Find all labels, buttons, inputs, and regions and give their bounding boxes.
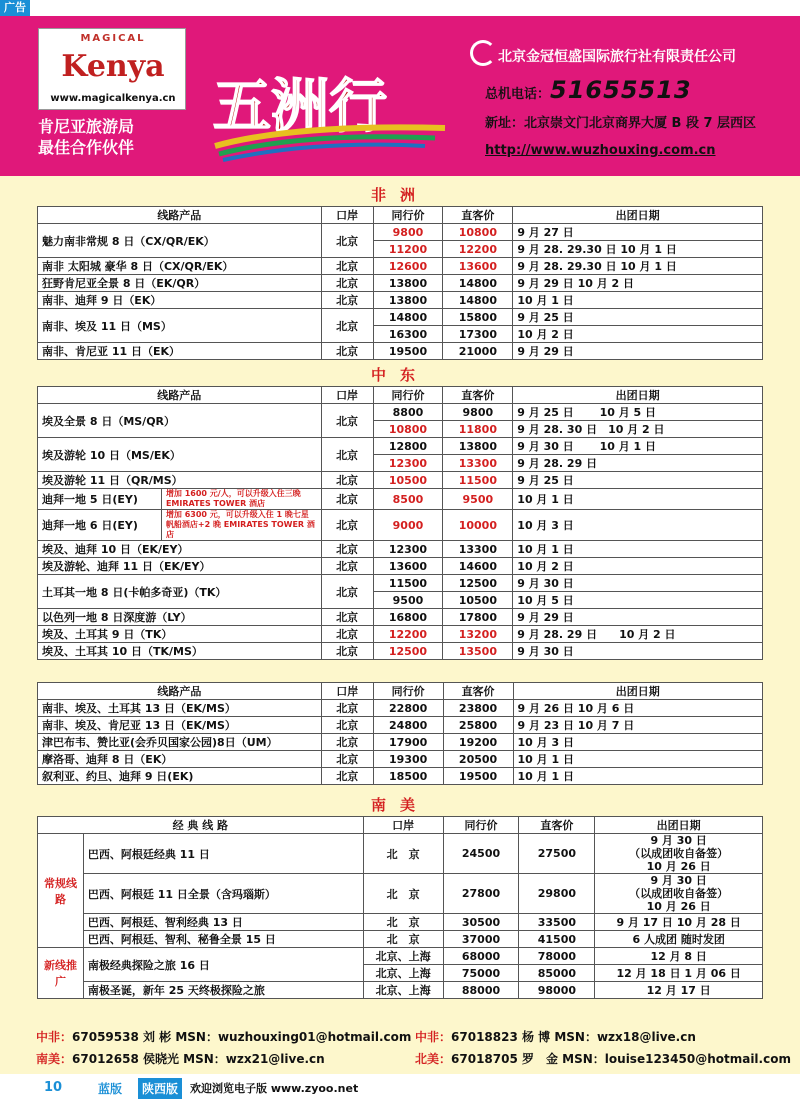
section-title-mideast: 中东 (370, 366, 429, 384)
route-port: 北京 (321, 717, 373, 734)
table-row (38, 292, 763, 309)
phone-number: 51655513 (550, 76, 692, 104)
samerica-table (37, 816, 763, 999)
table-row (38, 343, 763, 360)
table-row (38, 931, 763, 948)
direct-price: 20500 (443, 751, 513, 768)
address: 新址：北京崇文门北京商界大厦 B 段 7 层西区 (485, 116, 757, 131)
route-name: 魅力南非常规 8 日（CX/QR/EK） (38, 224, 322, 258)
contact-r2: 北美：67018705 罗 金 MSN：louise123450@hotmail.com (415, 1052, 791, 1066)
depart-date: 9 月 28. 29.30 日 10 月 1 日 (513, 258, 763, 275)
route-name: 埃及、土耳其 10 日（TK/MS） (38, 643, 322, 660)
col-peer: 同行价 (373, 207, 443, 224)
depart-date: 9 月 25 日 (513, 472, 763, 489)
depart-date: 10 月 1 日 (513, 751, 762, 768)
route-name: 埃及游轮 10 日（MS/EK） (38, 438, 322, 472)
route-port: 北京 (321, 309, 373, 343)
col-route: 线路产品 (38, 207, 322, 224)
route-port: 北京 (321, 343, 373, 360)
direct-price: 17800 (443, 609, 513, 626)
kenya-word: Kenya (61, 49, 165, 84)
peer-price: 9000 (373, 510, 443, 541)
section-title-samerica: 南美 (370, 796, 429, 814)
route-port: 北京 (321, 700, 373, 717)
contact-r1: 中非：67018823 杨 博 MSN：wzx18@live.cn (415, 1030, 696, 1044)
route-port: 北京 (321, 626, 373, 643)
peer-price: 13800 (373, 275, 443, 292)
contact-l2: 南美：67012658 侯晓光 MSN：wzx21@live.cn (36, 1052, 325, 1066)
group-new: 新线推广 (38, 948, 84, 999)
route-name: 土耳其一地 8 日(卡帕多奇亚)（TK） (38, 575, 322, 609)
col-direct: 直客价 (443, 387, 513, 404)
route-port: 北京、上海 (363, 965, 443, 982)
route-port: 北京 (321, 768, 373, 785)
header-banner (0, 16, 800, 176)
depart-date: 9 月 23 日 10 月 7 日 (513, 717, 762, 734)
peer-price: 17900 (373, 734, 443, 751)
direct-price: 12200 (443, 241, 513, 258)
peer-price: 9800 (373, 224, 443, 241)
table-row (38, 700, 763, 717)
company-block (470, 36, 790, 76)
col-direct: 直客价 (519, 817, 595, 834)
blue-edition: 蓝版 (98, 1082, 123, 1096)
route-name: 埃及全景 8 日（MS/QR） (38, 404, 322, 438)
route-name: 南非、肯尼亚 11 日（EK） (38, 343, 322, 360)
peer-price: 30500 (443, 914, 519, 931)
col-peer: 同行价 (443, 817, 519, 834)
kenya-partner-text (38, 116, 134, 158)
depart-date: 9 月 17 日 10 月 28 日 (595, 914, 763, 931)
col-peer: 同行价 (373, 387, 443, 404)
table-row (38, 948, 763, 965)
direct-price: 15800 (443, 309, 513, 326)
direct-price: 23800 (443, 700, 513, 717)
depart-date: 10 月 3 日 (513, 510, 763, 541)
direct-price: 14800 (443, 275, 513, 292)
col-route: 线路产品 (38, 387, 322, 404)
peer-price: 12300 (373, 541, 443, 558)
depart-date: 10 月 2 日 (513, 558, 763, 575)
direct-price: 10000 (443, 510, 513, 541)
peer-price: 12300 (373, 455, 443, 472)
peer-price: 37000 (443, 931, 519, 948)
welcome-text[interactable]: 欢迎浏览电子版 www.zyoo.net (190, 1082, 359, 1095)
peer-price: 75000 (443, 965, 519, 982)
kenya-sub-line-2: 最佳合作伙伴 (38, 138, 135, 157)
peer-price: 14800 (373, 309, 443, 326)
route-port: 北京、上海 (363, 982, 443, 999)
footer-contacts (0, 1016, 800, 1074)
direct-price: 33500 (519, 914, 595, 931)
peer-price: 10500 (373, 472, 443, 489)
table-row (38, 575, 763, 592)
route-port: 北京 (321, 275, 373, 292)
route-note: 增加 6300 元，可以升级入住 1 晚七星帆船酒店+2 晚 EMIRATES TOWER 酒店 (161, 510, 321, 541)
table-row (38, 558, 763, 575)
route-port: 北京 (321, 734, 373, 751)
route-name: 巴西、阿根廷经典 11 日 (83, 834, 363, 874)
depart-date: 10 月 1 日 (513, 541, 763, 558)
kenya-sub-line-1: 肯尼亚旅游局 (38, 117, 135, 136)
content-area (0, 176, 800, 1016)
brand-text: 五洲行 (213, 72, 388, 140)
peer-price: 18500 (373, 768, 443, 785)
direct-price: 25800 (443, 717, 513, 734)
depart-date: 9 月 25 日 10 月 5 日 (513, 404, 763, 421)
depart-date: 9 月 30 日 10 月 1 日 (513, 438, 763, 455)
contact-block (485, 76, 756, 158)
col-port: 口岸 (321, 683, 373, 700)
table-row (38, 626, 763, 643)
depart-date: 9 月 26 日 10 月 6 日 (513, 700, 762, 717)
route-name: 津巴布韦、赞比亚(会乔贝国家公园)8日（UM） (38, 734, 322, 751)
route-name: 迪拜一地 5 日(EY) (38, 489, 162, 510)
direct-price: 10800 (443, 224, 513, 241)
col-date: 出团日期 (595, 817, 763, 834)
table-row (38, 834, 763, 874)
direct-price: 10500 (443, 592, 513, 609)
col-port: 口岸 (363, 817, 443, 834)
route-name: 南极圣诞，新年 25 天终极探险之旅 (83, 982, 363, 999)
depart-date: 9 月 29 日 10 月 2 日 (513, 275, 763, 292)
direct-price: 78000 (519, 948, 595, 965)
table-row (38, 275, 763, 292)
kenya-magical-text: MAGICAL (80, 33, 146, 44)
africa-table (37, 206, 763, 360)
peer-price: 12500 (373, 643, 443, 660)
phone-label: 总机电话： (485, 87, 551, 102)
table-row (38, 717, 763, 734)
peer-price: 88000 (443, 982, 519, 999)
peer-price: 16300 (373, 326, 443, 343)
table-row (38, 541, 763, 558)
route-port: 北京 (321, 751, 373, 768)
route-port: 北京、上海 (363, 948, 443, 965)
route-port: 北 京 (363, 834, 443, 874)
company-name: 北京金冠恒盛国际旅行社有限责任公司 (498, 49, 736, 65)
peer-price: 12600 (373, 258, 443, 275)
table-row (38, 472, 763, 489)
route-port: 北京 (321, 258, 373, 275)
route-name: 南极经典探险之旅 16 日 (83, 948, 363, 982)
route-port: 北 京 (363, 931, 443, 948)
peer-price: 22800 (373, 700, 443, 717)
direct-price: 14600 (443, 558, 513, 575)
direct-price: 13200 (443, 626, 513, 643)
col-route: 经 典 线 路 (38, 817, 364, 834)
peer-price: 68000 (443, 948, 519, 965)
route-port: 北京 (321, 510, 373, 541)
direct-price: 13300 (443, 455, 513, 472)
depart-date: 9 月 30 日 （以成团收自备签） 10 月 26 日 (595, 874, 763, 914)
edition-badge: 陕西版 (138, 1078, 182, 1099)
direct-price: 41500 (519, 931, 595, 948)
direct-price: 14800 (443, 292, 513, 309)
direct-price: 21000 (443, 343, 513, 360)
route-port: 北京 (321, 292, 373, 309)
table-row (38, 309, 763, 326)
peer-price: 9500 (373, 592, 443, 609)
kenya-url: www.magicalkenya.cn (50, 93, 176, 104)
depart-date: 9 月 28. 29 日 10 月 2 日 (513, 626, 763, 643)
route-name: 巴西、阿根廷 11 日全景（含玛瑙斯） (83, 874, 363, 914)
direct-price: 9500 (443, 489, 513, 510)
route-port: 北京 (321, 489, 373, 510)
table-row (38, 258, 763, 275)
kenya-logo (38, 28, 186, 110)
direct-price: 9800 (443, 404, 513, 421)
col-date: 出团日期 (513, 387, 763, 404)
direct-price: 11800 (443, 421, 513, 438)
peer-price: 8800 (373, 404, 443, 421)
peer-price: 12800 (373, 438, 443, 455)
peer-price: 24500 (443, 834, 519, 874)
table-row (38, 982, 763, 999)
depart-date: 9 月 29 日 (513, 609, 763, 626)
route-name: 埃及、土耳其 9 日（TK） (38, 626, 322, 643)
col-date: 出团日期 (513, 683, 762, 700)
route-name: 南非、埃及、肯尼亚 13 日（EK/MS） (38, 717, 322, 734)
wuzhouxing-brand-logo (205, 46, 465, 166)
depart-date: 9 月 27 日 (513, 224, 763, 241)
route-name: 迪拜一地 6 日(EY) (38, 510, 162, 541)
company-g-icon (470, 40, 496, 66)
bottom-bar (0, 1074, 800, 1100)
peer-price: 12200 (373, 626, 443, 643)
direct-price: 13600 (443, 258, 513, 275)
depart-date: 10 月 2 日 (513, 326, 763, 343)
route-port: 北京 (321, 558, 373, 575)
route-name: 巴西、阿根廷、智利经典 13 日 (83, 914, 363, 931)
route-name: 南非、埃及 11 日（MS） (38, 309, 322, 343)
table-row (38, 438, 763, 455)
peer-price: 16800 (373, 609, 443, 626)
direct-price: 98000 (519, 982, 595, 999)
table-row (38, 489, 763, 510)
route-name: 南非、迪拜 9 日（EK） (38, 292, 322, 309)
route-port: 北京 (321, 224, 373, 258)
depart-date: 9 月 28. 29.30 日 10 月 1 日 (513, 241, 763, 258)
peer-price: 13600 (373, 558, 443, 575)
route-name: 埃及游轮 11 日（QR/MS） (38, 472, 322, 489)
col-direct: 直客价 (443, 207, 513, 224)
peer-price: 11500 (373, 575, 443, 592)
peer-price: 24800 (373, 717, 443, 734)
direct-price: 11500 (443, 472, 513, 489)
group-regular: 常规线路 (38, 834, 84, 948)
direct-price: 85000 (519, 965, 595, 982)
table-row (38, 751, 763, 768)
route-port: 北京 (321, 541, 373, 558)
depart-date: 9 月 30 日 （以成团收自备签） 10 月 26 日 (595, 834, 763, 874)
depart-date: 9 月 30 日 (513, 643, 763, 660)
depart-date: 12 月 18 日 1 月 06 日 (595, 965, 763, 982)
table-row (38, 510, 763, 541)
route-name: 南非、埃及、土耳其 13 日（EK/MS） (38, 700, 322, 717)
depart-date: 9 月 28. 30 日 10 月 2 日 (513, 421, 763, 438)
contact-l1: 中非：67059538 刘 彬 MSN：wuzhouxing01@hotmail.com (36, 1030, 412, 1044)
peer-price: 11200 (373, 241, 443, 258)
depart-date: 12 月 8 日 (595, 948, 763, 965)
depart-date: 10 月 1 日 (513, 768, 762, 785)
depart-date: 6 人成团 随时发团 (595, 931, 763, 948)
direct-price: 17300 (443, 326, 513, 343)
route-name: 巴西、阿根廷、智利、秘鲁全景 15 日 (83, 931, 363, 948)
direct-price: 19200 (443, 734, 513, 751)
route-name: 摩洛哥、迪拜 8 日（EK） (38, 751, 322, 768)
table-row (38, 404, 763, 421)
peer-price: 19500 (373, 343, 443, 360)
col-peer: 同行价 (373, 683, 443, 700)
route-port: 北京 (321, 609, 373, 626)
depart-date: 10 月 1 日 (513, 292, 763, 309)
direct-price: 12500 (443, 575, 513, 592)
route-name: 南非 太阳城 豪华 8 日（CX/QR/EK） (38, 258, 322, 275)
table-row (38, 914, 763, 931)
table-row (38, 224, 763, 241)
route-name: 埃及、迪拜 10 日（EK/EY） (38, 541, 322, 558)
page-number: 10 (44, 1080, 63, 1095)
table-row (38, 768, 763, 785)
table-row (38, 874, 763, 914)
section-title-africa: 非洲 (370, 186, 429, 204)
depart-date: 9 月 29 日 (513, 343, 763, 360)
route-port: 北 京 (363, 874, 443, 914)
route-name: 狂野肯尼亚全景 8 日（EK/QR） (38, 275, 322, 292)
peer-price: 13800 (373, 292, 443, 309)
col-port: 口岸 (321, 207, 373, 224)
website-link[interactable]: http://www.wuzhouxing.com.cn (485, 143, 716, 158)
depart-date: 9 月 30 日 (513, 575, 763, 592)
depart-date: 10 月 5 日 (513, 592, 763, 609)
table-row (38, 609, 763, 626)
col-direct: 直客价 (443, 683, 513, 700)
direct-price: 13800 (443, 438, 513, 455)
depart-date: 9 月 25 日 (513, 309, 763, 326)
ad-tag: 广告 (0, 0, 30, 16)
direct-price: 29800 (519, 874, 595, 914)
peer-price: 10800 (373, 421, 443, 438)
depart-date: 9 月 28. 29 日 (513, 455, 763, 472)
direct-price: 19500 (443, 768, 513, 785)
col-date: 出团日期 (513, 207, 763, 224)
table-row (38, 734, 763, 751)
mideast-table (37, 386, 763, 660)
table-row (38, 643, 763, 660)
col-port: 口岸 (321, 387, 373, 404)
route-port: 北京 (321, 643, 373, 660)
depart-date: 10 月 3 日 (513, 734, 762, 751)
peer-price: 8500 (373, 489, 443, 510)
route-note: 增加 1600 元/人，可以升级入住三晚 EMIRATES TOWER 酒店 (161, 489, 321, 510)
col-route: 线路产品 (38, 683, 322, 700)
route-name: 叙利亚、约旦、迪拜 9 日(EK) (38, 768, 322, 785)
route-port: 北京 (321, 404, 373, 438)
route-port: 北 京 (363, 914, 443, 931)
direct-price: 27500 (519, 834, 595, 874)
route-name: 以色列一地 8 日深度游（LY） (38, 609, 322, 626)
depart-date: 12 月 17 日 (595, 982, 763, 999)
route-port: 北京 (321, 575, 373, 609)
depart-date: 10 月 1 日 (513, 489, 763, 510)
combo-table (37, 682, 763, 785)
route-port: 北京 (321, 472, 373, 489)
route-port: 北京 (321, 438, 373, 472)
peer-price: 27800 (443, 874, 519, 914)
peer-price: 19300 (373, 751, 443, 768)
direct-price: 13500 (443, 643, 513, 660)
route-name: 埃及游轮、迪拜 11 日（EK/EY） (38, 558, 322, 575)
direct-price: 13300 (443, 541, 513, 558)
